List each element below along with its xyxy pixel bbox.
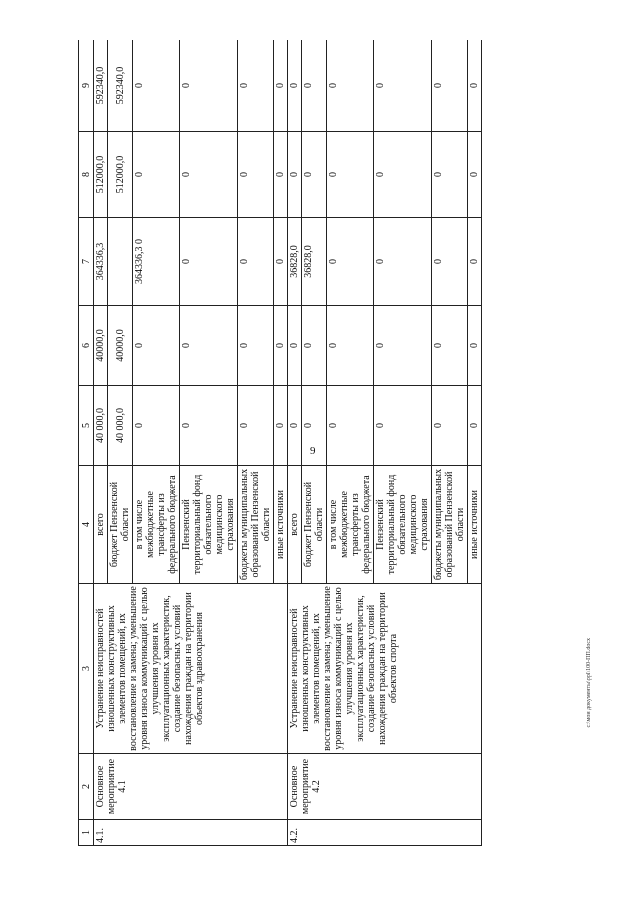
value-cell: 0: [432, 218, 468, 306]
footer-file-path: c:\мои документы\ppl\100-ПП.docx: [586, 638, 592, 728]
value-cell: 0: [180, 218, 238, 306]
header-cell: 1: [79, 820, 94, 846]
table-container: [78, 40, 582, 846]
value-cell: 512000,0: [108, 132, 133, 218]
value-cell: 512000,0: [94, 132, 108, 218]
page-number: 9: [310, 445, 316, 457]
value-cell: 40 000,0: [94, 386, 108, 466]
value-cell: 0: [374, 386, 432, 466]
value-cell: 40000,0: [108, 306, 133, 386]
value-cell: 0: [374, 132, 432, 218]
value-cell: 36828,0: [288, 218, 302, 306]
value-cell: 40 000,0: [108, 386, 133, 466]
value-cell: 0: [133, 386, 180, 466]
value-cell: 0: [274, 40, 288, 132]
source-label: иные источники: [274, 466, 288, 584]
value-cell: 0: [327, 218, 374, 306]
value-cell: 0: [468, 132, 482, 218]
value-cell: 0: [180, 306, 238, 386]
value-cell: 0: [432, 40, 468, 132]
value-cell: [108, 218, 133, 306]
row-number: 4.1.: [94, 820, 288, 846]
value-cell: 0: [468, 218, 482, 306]
value-cell: 0: [180, 40, 238, 132]
value-cell: 0: [180, 386, 238, 466]
source-label: Пензенский территориальный фонд обязательного медицинского страхования: [374, 466, 432, 584]
source-label: в том числе межбюджетные трансферты из федерального бюджета: [327, 466, 374, 584]
event-description: Устранение неисправностей изношенных конструктивных элементов помещений, их восстановление и замена; уменьшение уровня износа коммуникаций с целью улучшения уровня их эксплуатационных характеристик, создание безопасных условий нахождения граждан на территории объектов здравоохранения: [94, 584, 288, 754]
value-cell: 0: [432, 386, 468, 466]
value-cell: 592340,0: [108, 40, 133, 132]
value-cell: 0: [302, 40, 327, 132]
value-cell: 0: [180, 132, 238, 218]
header-cell: 3: [79, 584, 94, 754]
value-cell: 0: [374, 218, 432, 306]
value-cell: 0: [288, 386, 302, 466]
source-label: Пензенский территориальный фонд обязательного медицинского страхования: [180, 466, 238, 584]
value-cell: 0: [133, 306, 180, 386]
header-cell: 5: [79, 386, 94, 466]
value-cell: 0: [327, 386, 374, 466]
source-label: бюджет Пензенской области: [302, 466, 327, 584]
value-cell: 0: [133, 132, 180, 218]
value-cell: 0: [327, 306, 374, 386]
event-description: Устранение неисправностей изношенных конструктивных элементов помещений, их восстановление и замена; уменьшение уровня износа коммуникаций с целью улучшения уровня их эксплуатационных характеристик, создание безопасных условий нахождения граждан на территории объектов спорта: [288, 584, 482, 754]
value-cell: 0: [374, 40, 432, 132]
value-cell: 592340,0: [94, 40, 108, 132]
value-cell: 0: [288, 40, 302, 132]
source-label: бюджет Пензенской области: [108, 466, 133, 584]
value-cell: 0: [327, 40, 374, 132]
row-number: 4.2.: [288, 820, 482, 846]
header-cell: 8: [79, 132, 94, 218]
header-row: [79, 40, 94, 846]
value-cell: 0: [133, 40, 180, 132]
value-cell: 0: [274, 306, 288, 386]
source-label: бюджеты муниципальных образований Пензенской области: [432, 466, 468, 584]
value-cell: 36828,0: [302, 218, 327, 306]
value-cell: 0: [468, 306, 482, 386]
value-cell: 0: [432, 306, 468, 386]
value-cell: 0: [274, 386, 288, 466]
value-cell: 0: [238, 306, 274, 386]
value-cell: 0: [302, 306, 327, 386]
table-row: [288, 40, 302, 846]
header-cell: 9: [79, 40, 94, 132]
value-cell: 0: [274, 218, 288, 306]
header-cell: 6: [79, 306, 94, 386]
value-cell: 0: [238, 40, 274, 132]
value-cell: 0: [238, 218, 274, 306]
header-cell: 7: [79, 218, 94, 306]
value-cell: 0: [302, 386, 327, 466]
event-name: Основное мероприятие 4.1: [94, 754, 288, 820]
header-cell: 4: [79, 466, 94, 584]
event-name: Основное мероприятие 4.2: [288, 754, 482, 820]
value-cell: 0: [274, 132, 288, 218]
source-label: всего: [94, 466, 108, 584]
value-cell: 364336,3: [94, 218, 108, 306]
value-cell: 0: [288, 306, 302, 386]
source-label: бюджеты муниципальных образований Пензенской области: [238, 466, 274, 584]
value-cell: 0: [468, 40, 482, 132]
header-cell: 2: [79, 754, 94, 820]
budget-table: [78, 40, 482, 846]
value-cell: 364336,3 0: [133, 218, 180, 306]
source-label: иные источники: [468, 466, 482, 584]
source-label: в том числе межбюджетные трансферты из федерального бюджета: [133, 466, 180, 584]
value-cell: 0: [432, 132, 468, 218]
value-cell: 0: [238, 386, 274, 466]
value-cell: 40000,0: [94, 306, 108, 386]
value-cell: 0: [238, 132, 274, 218]
value-cell: 0: [374, 306, 432, 386]
table-row: [94, 40, 108, 846]
value-cell: 0: [302, 132, 327, 218]
value-cell: 0: [468, 386, 482, 466]
value-cell: 0: [327, 132, 374, 218]
value-cell: 0: [288, 132, 302, 218]
source-label: всего: [288, 466, 302, 584]
